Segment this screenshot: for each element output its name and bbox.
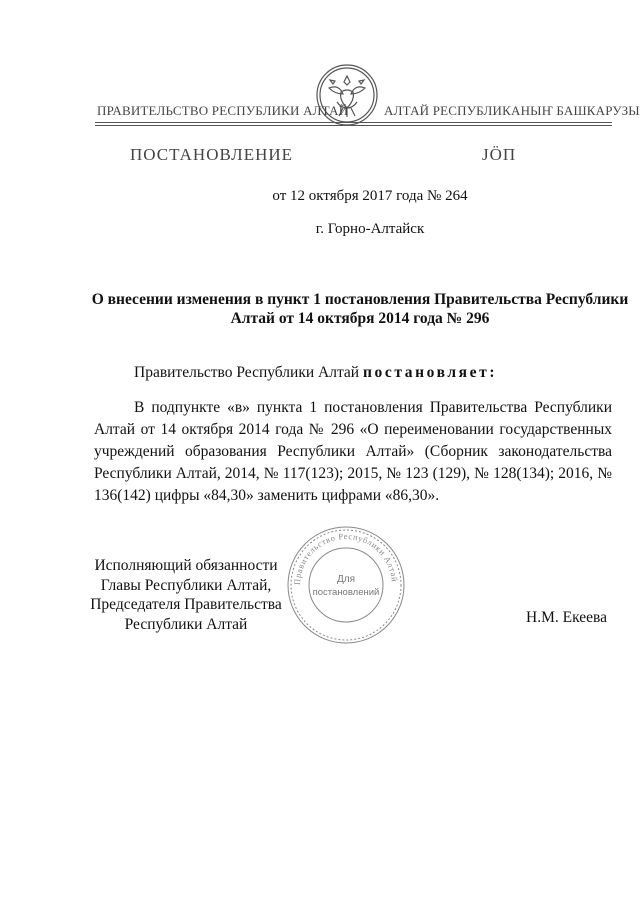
signatory-line-4: Республики Алтай bbox=[124, 615, 248, 633]
document-date: от 12 октября 2017 года № 264 bbox=[272, 188, 468, 204]
signatory-name: Н.М. Екеева bbox=[526, 609, 607, 626]
stamp-ring-text: Правительство Республики Алтай bbox=[291, 530, 400, 586]
document-title: О внесении изменения в пункт 1 постановления Правительства Республики Алтай от 14 октября 2014 года № 296 bbox=[91, 291, 629, 327]
org-name-alt: АЛТАЙ РЕСПУБЛИКАНЫҤ БАШКАРУЗЫ bbox=[384, 103, 640, 118]
stamp-center-line-2: постановлений bbox=[312, 587, 380, 598]
resolves-prefix: Правительство Республики Алтай bbox=[134, 364, 363, 381]
body-paragraph: В подпункте «в» пункта 1 постановления Правительства Республики Алтай от 14 октября 2014 года № 296 «О переименовании государственных учреждений образования Республики Алтай» (Сборник законодательства Республики Алтай, 2014, № 117(123); 2015, № 123 (129), № 128(134); 2016, № 136(142) цифры «84,30» заменить цифрами «86,30». bbox=[94, 399, 612, 504]
header-rule bbox=[95, 122, 612, 123]
org-name-ru: ПРАВИТЕЛЬСТВО РЕСПУБЛИКИ АЛТАЙ bbox=[97, 103, 349, 118]
document-city: г. Горно-Алтайск bbox=[315, 221, 425, 237]
official-stamp bbox=[283, 522, 409, 648]
doc-type-ru: ПОСТАНОВЛЕНИЕ bbox=[130, 145, 294, 164]
header-rule-secondary bbox=[95, 125, 612, 126]
signatory-line-3: Председателя Правительства bbox=[90, 596, 282, 613]
doc-type-alt: JӦП bbox=[482, 145, 517, 164]
signatory-line-1: Исполняющий обязанности bbox=[94, 557, 278, 574]
signatory-line-2: Главы Республики Алтай, bbox=[100, 576, 272, 594]
resolves-line bbox=[134, 364, 497, 382]
stamp-center-line-1: Для bbox=[336, 574, 356, 585]
resolves-verb: постановляет: bbox=[362, 364, 498, 381]
signatory-position bbox=[90, 556, 282, 634]
